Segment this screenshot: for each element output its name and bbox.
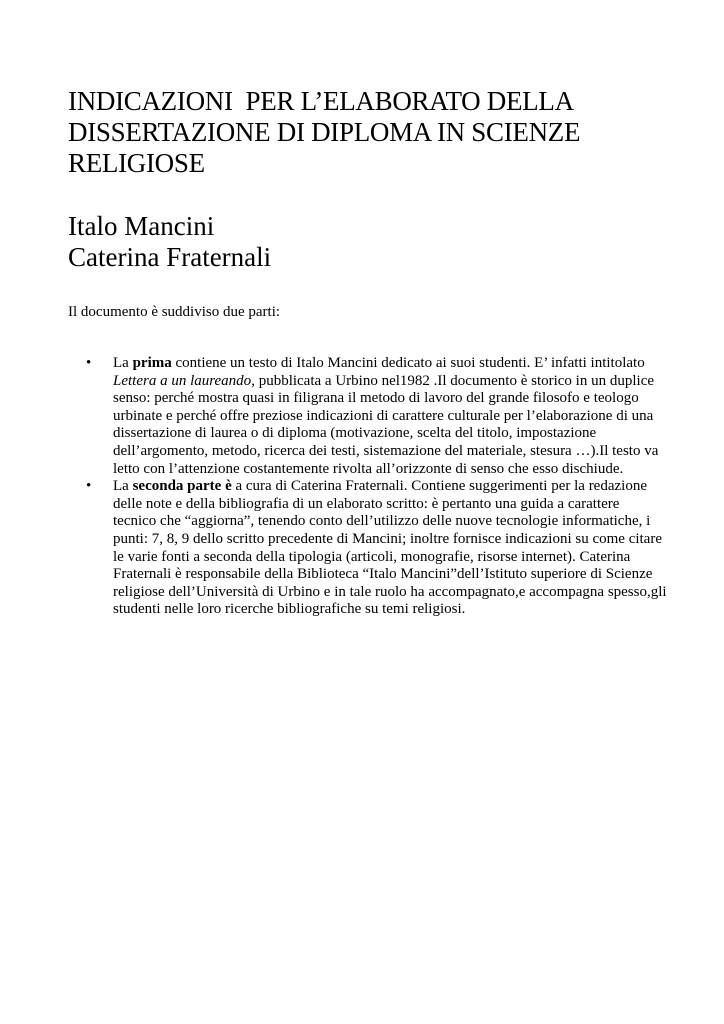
text-line	[113, 478, 676, 496]
title-line: RELIGIOSE	[68, 148, 205, 178]
text-line: punti: 7, 8, 9 dello scritto precedente di Mancini; inoltre fornisce indicazioni su come citare	[113, 530, 662, 547]
author-name: Caterina Fraternali	[68, 242, 272, 272]
text-line	[113, 355, 676, 373]
text-line: delle note e della bibliografia di un elaborato scritto: è pertanto una guida a carattere	[113, 495, 620, 512]
text-line: religiose dell’Università di Urbino e in tale ruolo ha accompagnato,e accompagna spesso,gli	[113, 583, 667, 600]
text-line: le varie fonti a seconda della tipologia (articoli, monografie, risorse internet). Caterina	[113, 548, 631, 565]
text-run: La	[113, 478, 133, 495]
parts-list	[86, 355, 676, 619]
intro-paragraph: Il documento è suddiviso due parti:	[68, 304, 281, 320]
text-line: senso: perché mostra quasi in filigrana il metodo di lavoro del grande filosofo e teologo	[113, 390, 639, 407]
list-item	[86, 478, 676, 619]
bullet-icon: •	[86, 355, 92, 371]
author-name: Italo Mancini	[68, 211, 215, 241]
text-line	[113, 373, 676, 391]
text-run: contiene un testo di Italo Mancini dedicato ai suoi studenti. E’ infatti intitolato	[171, 355, 645, 371]
text-run: , pubblicata a Urbino nel1982 .Il documento è storico in un duplice	[251, 372, 655, 389]
text-line: studenti nelle loro ricerche bibliografiche su temi religiosi.	[113, 601, 466, 618]
list-item	[86, 355, 676, 478]
document-title	[68, 86, 668, 179]
bold-term: seconda parte è	[132, 478, 232, 495]
text-run: La	[113, 355, 133, 371]
authors-block	[68, 211, 271, 273]
text-line: dell’argomento, metodo, ricerca dei testi, sistemazione del materiale, stesura …).Il testo va	[113, 442, 659, 459]
italic-title: Lettera a un laureando	[113, 372, 252, 389]
title-line: DISSERTAZIONE DI DIPLOMA IN SCIENZE	[68, 117, 581, 147]
bullet-icon: •	[86, 478, 92, 495]
text-line: Fraternali è responsabile della Biblioteca “Italo Mancini”dell’Istituto superiore di Scienze	[113, 566, 653, 583]
text-line: letto con l’attenzione costantemente rivolta all’orizzonte di senso che esso dischiude.	[113, 460, 624, 477]
text-line: urbinate e perché offre preziose indicazioni di carattere culturale per l’elaborazione di una	[113, 407, 654, 424]
text-run: a cura di Caterina Fraternali. Contiene suggerimenti per la redazione	[231, 478, 647, 495]
text-line: tecnico che “aggiorna”, tenendo conto dell’utilizzo delle nuove tecnologie informatiche, i	[113, 513, 651, 530]
title-line: INDICAZIONI PER L’ELABORATO DELLA	[68, 86, 574, 116]
bold-term: prima	[132, 355, 172, 371]
text-line: dissertazione di laurea o di diploma (motivazione, scelta del titolo, impostazione	[113, 425, 597, 442]
